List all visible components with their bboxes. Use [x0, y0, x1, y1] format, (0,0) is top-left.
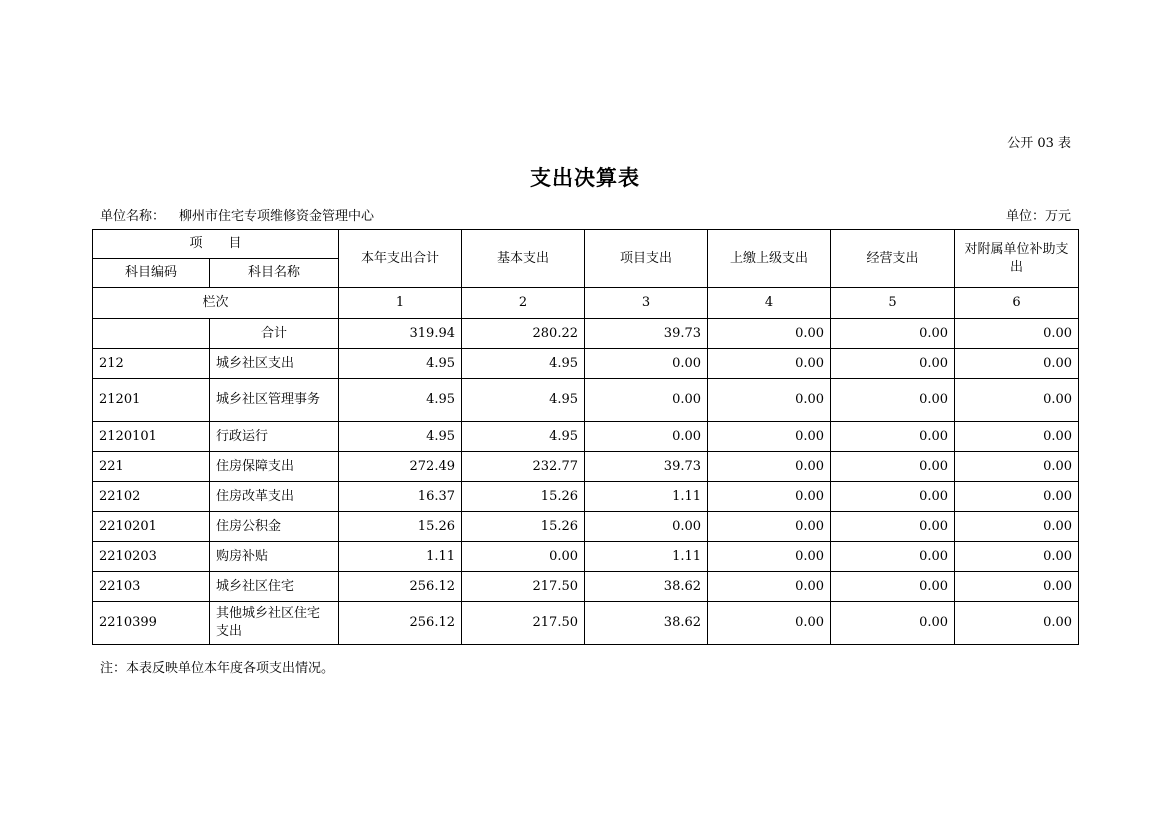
value-cell: 0.00	[955, 512, 1079, 542]
total-code-cell	[93, 319, 210, 349]
value-cell: 4.95	[462, 349, 585, 379]
value-cell: 0.00	[955, 379, 1079, 422]
value-cell: 0.00	[955, 319, 1079, 349]
header-remit-upper: 上缴上级支出	[708, 230, 831, 288]
total-row	[93, 319, 1079, 349]
value-cell: 0.00	[462, 542, 585, 572]
page-title: 支出决算表	[530, 165, 640, 190]
value-cell: 0.00	[708, 452, 831, 482]
value-cell: 0.00	[831, 349, 955, 379]
name-cell: 住房改革支出	[210, 482, 339, 512]
value-cell: 0.00	[955, 572, 1079, 602]
value-cell: 0.00	[955, 602, 1079, 645]
total-label: 合计	[210, 319, 339, 349]
name-cell: 其他城乡社区住宅支出	[210, 602, 339, 645]
code-cell: 2210399	[93, 602, 210, 645]
value-cell: 0.00	[955, 542, 1079, 572]
value-cell: 1.11	[585, 482, 708, 512]
expenditure-table	[92, 229, 1079, 645]
form-number: 公开 03 表	[1007, 136, 1071, 151]
index-label: 栏次	[93, 288, 339, 319]
code-cell: 2210201	[93, 512, 210, 542]
value-cell: 39.73	[585, 452, 708, 482]
value-cell: 38.62	[585, 572, 708, 602]
value-cell: 319.94	[339, 319, 462, 349]
code-cell: 22102	[93, 482, 210, 512]
footnote: 注：本表反映单位本年度各项支出情况。	[100, 661, 335, 676]
value-cell: 0.00	[708, 482, 831, 512]
value-cell: 0.00	[831, 452, 955, 482]
unit-name-label: 单位名称：	[100, 209, 166, 224]
name-cell: 住房公积金	[210, 512, 339, 542]
index-cell: 3	[585, 288, 708, 319]
header-code: 科目编码	[93, 259, 210, 288]
header-name: 科目名称	[210, 259, 339, 288]
value-cell: 39.73	[585, 319, 708, 349]
unit-name-line	[100, 205, 374, 224]
value-cell: 0.00	[585, 379, 708, 422]
header-operating-expenditure: 经营支出	[831, 230, 955, 288]
value-cell: 1.11	[585, 542, 708, 572]
code-cell: 2120101	[93, 422, 210, 452]
value-cell: 0.00	[831, 572, 955, 602]
value-cell: 0.00	[708, 512, 831, 542]
value-cell: 0.00	[585, 349, 708, 379]
value-cell: 0.00	[955, 452, 1079, 482]
value-cell: 0.00	[585, 422, 708, 452]
header-item-group: 项 目	[93, 230, 339, 259]
value-cell: 0.00	[708, 379, 831, 422]
value-cell: 4.95	[339, 379, 462, 422]
value-cell: 0.00	[708, 542, 831, 572]
code-cell: 221	[93, 452, 210, 482]
value-cell: 38.62	[585, 602, 708, 645]
value-cell: 0.00	[955, 482, 1079, 512]
value-cell: 15.26	[339, 512, 462, 542]
table-row	[93, 512, 1079, 542]
index-cell: 6	[955, 288, 1079, 319]
value-cell: 0.00	[955, 349, 1079, 379]
index-cell: 5	[831, 288, 955, 319]
value-cell: 272.49	[339, 452, 462, 482]
name-cell: 行政运行	[210, 422, 339, 452]
value-cell: 0.00	[831, 602, 955, 645]
value-cell: 0.00	[831, 319, 955, 349]
value-cell: 256.12	[339, 572, 462, 602]
index-cell: 4	[708, 288, 831, 319]
code-cell: 2210203	[93, 542, 210, 572]
index-row	[93, 288, 1079, 319]
value-cell: 4.95	[339, 422, 462, 452]
value-cell: 0.00	[831, 512, 955, 542]
table-row	[93, 452, 1079, 482]
code-cell: 212	[93, 349, 210, 379]
table-row	[93, 542, 1079, 572]
name-cell: 住房保障支出	[210, 452, 339, 482]
table-row	[93, 349, 1079, 379]
header-project-expenditure: 项目支出	[585, 230, 708, 288]
name-cell: 城乡社区住宅	[210, 572, 339, 602]
code-cell: 21201	[93, 379, 210, 422]
value-cell: 0.00	[708, 349, 831, 379]
value-cell: 0.00	[708, 602, 831, 645]
code-cell: 22103	[93, 572, 210, 602]
value-cell: 0.00	[831, 379, 955, 422]
value-cell: 217.50	[462, 572, 585, 602]
index-cell: 2	[462, 288, 585, 319]
name-cell: 城乡社区支出	[210, 349, 339, 379]
header-basic-expenditure: 基本支出	[462, 230, 585, 288]
value-cell: 217.50	[462, 602, 585, 645]
header-total-expenditure: 本年支出合计	[339, 230, 462, 288]
value-cell: 15.26	[462, 482, 585, 512]
table-row	[93, 482, 1079, 512]
value-cell: 0.00	[831, 542, 955, 572]
value-cell: 0.00	[708, 319, 831, 349]
table-row	[93, 602, 1079, 645]
value-cell: 15.26	[462, 512, 585, 542]
value-cell: 0.00	[831, 422, 955, 452]
value-cell: 256.12	[339, 602, 462, 645]
value-cell: 4.95	[339, 349, 462, 379]
value-cell: 0.00	[955, 422, 1079, 452]
value-cell: 4.95	[462, 422, 585, 452]
name-cell: 城乡社区管理事务	[210, 379, 339, 422]
value-cell: 280.22	[462, 319, 585, 349]
table-row	[93, 379, 1079, 422]
value-cell: 0.00	[585, 512, 708, 542]
index-cell: 1	[339, 288, 462, 319]
header-subsidy-affiliates: 对附属单位补助支出	[955, 230, 1079, 288]
value-cell: 0.00	[708, 422, 831, 452]
value-cell: 0.00	[831, 482, 955, 512]
name-cell: 购房补贴	[210, 542, 339, 572]
value-cell: 232.77	[462, 452, 585, 482]
unit-name-value: 柳州市住宅专项维修资金管理中心	[179, 209, 375, 224]
value-cell: 4.95	[462, 379, 585, 422]
value-cell: 1.11	[339, 542, 462, 572]
table-row	[93, 422, 1079, 452]
currency-unit: 单位：万元	[1005, 209, 1071, 224]
value-cell: 16.37	[339, 482, 462, 512]
table-row	[93, 572, 1079, 602]
header-row-1	[93, 230, 1079, 259]
value-cell: 0.00	[708, 572, 831, 602]
